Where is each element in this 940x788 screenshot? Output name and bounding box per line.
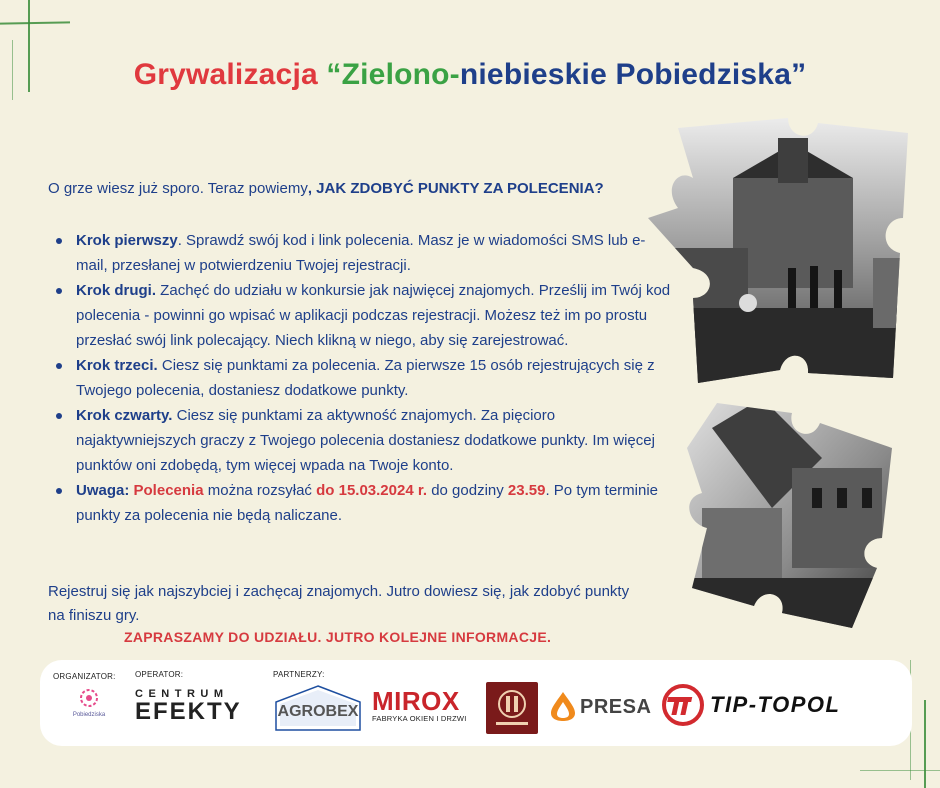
frame-line-bottom-h [860,770,940,771]
presa-wordmark: PRESA [580,696,652,718]
steps-list [52,228,676,528]
title-part-zielono: “Zielono- [326,58,460,91]
tip-topol-wordmark: TIP-TOPOL [710,692,841,717]
intro-question: , JAK ZDOBYĆ PUNKTY ZA POLECENIA? [307,180,604,197]
step-3 [76,353,676,403]
step-label: Krok drugi. [76,282,157,299]
step-note [76,478,676,528]
puzzle-photo-station [638,108,934,398]
frame-line-bottom-right-v [924,700,926,788]
step-1 [76,228,676,278]
frame-line-top-left-h [0,21,70,24]
title-part-niebieskie: niebieskie Pobiedziska” [459,58,807,91]
step-2 [76,278,676,353]
note-text-1: można rozsyłać [203,482,317,499]
agrobex-logo [274,684,362,732]
pobiedziska-wordmark: Pobiedziska [72,712,106,718]
page-title [0,58,940,92]
moderframe-emblem-icon [486,682,538,734]
agrobex-wordmark: AGROBEX [277,703,359,720]
efekty-wordmark: EFEKTY [135,698,242,725]
step-text: Ciesz się punktami za polecenia. Za pierwsze 15 osób rejestrujących się z Twojego polecenia, dostaniesz dodatkowe punkty. [76,357,655,399]
centrum-wordmark: CENTRUM [135,688,229,700]
centrum-efekty-logo [135,688,257,724]
intro-text: O grze wiesz już sporo. Teraz powiemy [48,180,308,197]
pobiedziska-emblem-icon [78,687,100,709]
call-to-action: ZAPRASZAMY DO UDZIAŁU. JUTRO KOLEJNE INFORMACJE. [124,629,552,645]
note-label: Uwaga: [76,482,130,499]
note-time: 23.59 [507,482,546,499]
tip-topol-emblem-icon [662,684,704,726]
presa-drop-icon [548,690,578,722]
mirox-logo [372,688,474,723]
step-label: Krok czwarty. [76,407,173,424]
outro-paragraph: Rejestruj się jak najszybciej i zachęcaj znajomych. Jutro dowiesz się, jak zdobyć punkty na finiszu gry. [48,583,630,624]
step-label: Krok trzeci. [76,357,158,374]
step-text: Ciesz się punktami za aktywność znajomych. Za pięcioro najaktywniejszych graczy z Twojego polecenia dostaniesz dodatkowe punkty. Im więcej punktów oni zdobędą, tym więcej wpada na Twoje konto. [76,407,655,474]
presa-logo [548,690,658,722]
step-text: Zachęć do udziału w konkursie jak najwięcej znajomych. Prześlij im Twój kod polecenia - powinni go wpisać w aplikacji podczas rejestracji. Możesz też im po prostu przesłać swój link polecający. Niech klikną w niego, aby się zarejestrować. [76,282,671,349]
tip-topol-logo [662,684,904,726]
note-text-3: . Po tym terminie punkty za polecenia nie będą naliczane. [76,482,658,524]
mirox-subtitle: FABRYKA OKIEN I DRZWI [372,714,467,723]
step-label: Krok pierwszy [76,232,178,249]
intro-paragraph [48,178,668,200]
partners-label: PARTNERZY: [273,670,325,679]
title-part-grywalizacja: Grywalizacja [133,58,318,91]
step-text: . Sprawdź swój kod i link polecenia. Masz je w wiadomości SMS lub e-mail, przesłanej w potwierdzeniu Twojej rejestracji. [76,232,646,274]
step-4 [76,403,676,478]
organizer-label: ORGANIZATOR: [53,672,116,681]
note-polecenia: Polecenia [133,482,204,499]
note-text-2: do godziny [427,482,508,499]
note-date: do 15.03.2024 r. [316,482,428,499]
operator-label: OPERATOR: [135,670,184,679]
mirox-wordmark: MIROX [372,686,460,716]
puzzle-photo-building [672,388,900,640]
pobiedziska-logo [66,687,112,727]
moderframe-logo [486,682,538,734]
